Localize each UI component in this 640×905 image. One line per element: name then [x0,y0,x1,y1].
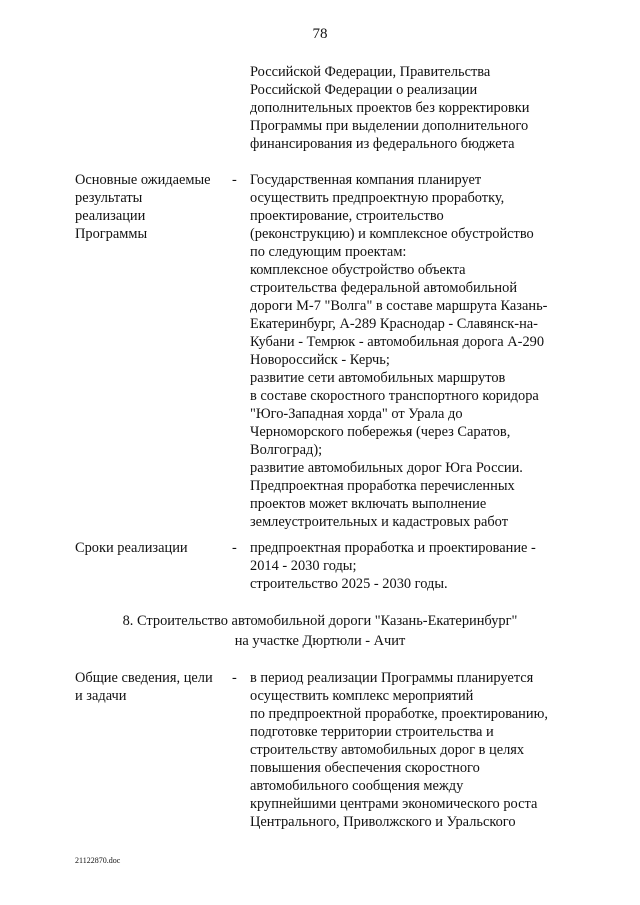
continuation-line: Программы при выделении дополнительного [250,118,529,134]
row-text-line: Волгоград); [250,442,323,458]
row-text-line: осуществить комплекс мероприятий [250,688,474,704]
row-text-line: строительства федеральной автомобильной [250,280,518,296]
row-text-line: строительству автомобильных дорог в целях [250,742,525,758]
continuation-line: Российской Федерации о реализации [250,82,478,98]
row-text-line: повышения обеспечения скоростного [250,760,480,776]
row-text-line: развитие автомобильных дорог Юга России. [250,460,523,476]
row-text-line: по предпроектной проработке, проектированию, [250,706,548,722]
row-text-line: Предпроектная проработка перечисленных [250,478,515,494]
continuation-line: Российской Федерации, Правительства [250,64,491,80]
row-label-line: и задачи [75,688,127,704]
continuation-line: финансирования из федерального бюджета [250,136,515,152]
row-text-line: в составе скоростного транспортного коридора [250,388,539,404]
row-text-line: осуществить предпроектную проработку, [250,190,505,206]
row-text-line: подготовке территории строительства и [250,724,494,740]
row-label-line: результаты [75,190,143,206]
row-text-line: крупнейшими центрами экономического роста [250,796,538,812]
row-label-line: Основные ожидаемые [75,172,211,188]
row-text-line: Государственная компания планирует [250,172,482,188]
row-text-line: Новороссийск - Керчь; [250,352,390,368]
row-text-line: комплексное обустройство объекта [250,262,466,278]
row-text-line: 2014 - 2030 годы; [250,558,357,574]
row-text-line: развитие сети автомобильных маршрутов [250,370,506,386]
row-text-line: Екатеринбург, А-289 Краснодар - Славянск-на- [250,316,538,332]
row-text-line: в период реализации Программы планируется [250,670,534,686]
section-heading-line: на участке Дюртюли - Ачит [234,633,406,649]
row-text-line: землеустроительных и кадастровых работ [250,514,508,530]
row-dash: - [232,670,237,686]
row-label-line: Программы [75,226,148,242]
row-label-line: Сроки реализации [75,540,188,556]
row-text-line: Центрального, Приволжского и Уральского [250,814,516,830]
row-text-line: (реконструкцию) и комплексное обустройство [250,226,534,242]
continuation-line: дополнительных проектов без корректировки [250,100,530,116]
footer-filename: 21122870.doc [75,856,121,865]
section-heading-line: 8. Строительство автомобильной дороги "Казань-Екатеринбург" [122,613,518,629]
row-text-line: автомобильного сообщения между [250,778,464,794]
row-text-line: дороги М-7 "Волга" в составе маршрута Казань- [250,298,548,314]
row-dash: - [232,540,237,556]
page-number: 78 [312,26,328,42]
row-text-line: предпроектная проработка и проектирование - [250,540,536,556]
row-text-line: строительство 2025 - 2030 годы. [250,576,448,592]
row-label-line: Общие сведения, цели [75,670,213,686]
row-dash: - [232,172,237,188]
row-label-line: реализации [75,208,146,224]
row-text-line: "Юго-Западная хорда" от Урала до [250,406,463,422]
row-text-line: проектирование, строительство [250,208,444,224]
row-text-line: Черноморского побережья (через Саратов, [250,424,511,440]
row-text-line: Кубани - Темрюк - автомобильная дорога А-290 [250,334,545,350]
row-text-line: проектов может включать выполнение [250,496,487,512]
row-text-line: по следующим проектам: [250,244,407,260]
